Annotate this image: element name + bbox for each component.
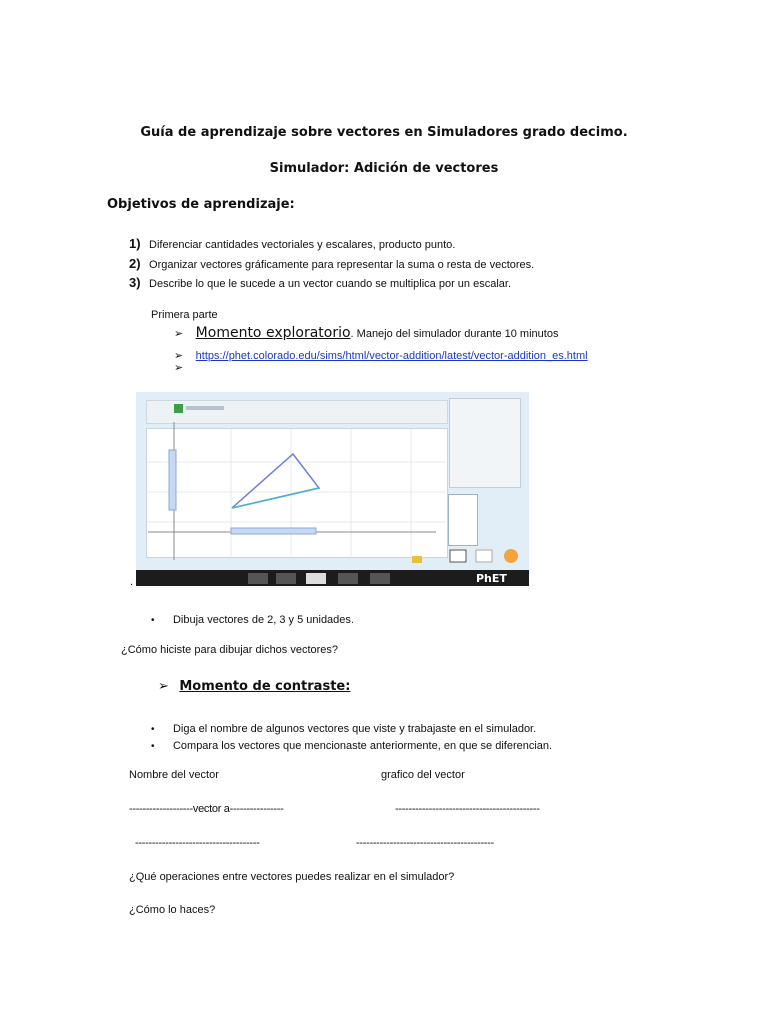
arrow-bullet-icon: ➢: [158, 678, 169, 693]
question-operations: ¿Qué operaciones entre vectores puedes realizar en el simulador?: [129, 871, 455, 883]
answer-row-graph: -----------------------------------------: [356, 837, 494, 849]
objectives-heading: Objetivos de aprendizaje:: [107, 197, 295, 212]
sim-screen-tab: [248, 573, 268, 584]
sim-control-panel: [449, 398, 521, 488]
bullet-icon: •: [151, 724, 155, 735]
document-title: Guía de aprendizaje sobre vectores en Simuladores grado decimo.: [140, 125, 628, 140]
sim-screen-tab: [306, 573, 326, 584]
question-how-do: ¿Cómo lo haces?: [129, 904, 216, 916]
url-line: [174, 346, 588, 364]
bullet-icon: •: [151, 741, 155, 752]
exploratory-description: . Manejo del simulador durante 10 minutos: [350, 328, 559, 340]
contrast-item-text: Compara los vectores que mencionaste anteriormente, en que se diferencian.: [172, 740, 553, 752]
sim-screen-tab: [276, 573, 296, 584]
objective-text: Diferenciar cantidades vectoriales y escalares, producto punto.: [149, 239, 456, 251]
contrast-heading: Momento de contraste:: [179, 679, 351, 694]
objective-text: Organizar vectores gráficamente para representar la suma o resta de vectores.: [149, 259, 535, 271]
document-subtitle: Simulador: Adición de vectores: [269, 161, 499, 176]
objective-number: 1): [129, 236, 141, 251]
draw-task-item: [151, 610, 354, 628]
contrast-item: [151, 736, 552, 754]
answer-row-name: -------------------------------------: [135, 837, 260, 849]
objective-item: [129, 274, 511, 292]
phet-logo: PhET: [476, 572, 507, 585]
arrow-bullet-icon: ➢: [174, 362, 184, 374]
answer-row-name: -------------------vector a----------------: [129, 803, 284, 815]
exploratory-heading: Momento exploratorio: [195, 325, 351, 341]
contrast-heading-line: [158, 677, 350, 695]
column-header-name: Nombre del vector: [129, 769, 219, 781]
bullet-icon: •: [151, 615, 155, 626]
sim-screen-tab: [370, 573, 390, 584]
stray-dot: .: [130, 576, 134, 588]
simulator-link[interactable]: https://phet.colorado.edu/sims/html/vector-addition/latest/vector-addition_es.html: [195, 350, 588, 362]
simulator-screenshot: [136, 392, 529, 586]
arrow-bullet-icon: ➢: [174, 350, 184, 362]
sim-screen-tab: [338, 573, 358, 584]
contrast-item-text: Diga el nombre de algunos vectores que viste y trabajaste en el simulador.: [172, 723, 537, 735]
objective-item: [129, 255, 534, 273]
part-label: Primera parte: [151, 309, 218, 321]
draw-task-text: Dibuja vectores de 2, 3 y 5 unidades.: [172, 614, 354, 626]
objective-number: 2): [129, 256, 141, 271]
objective-text: Describe lo que le sucede a un vector cuando se multiplica por un escalar.: [149, 278, 512, 290]
sim-vector-toolbox: [448, 494, 478, 546]
column-header-graph: grafico del vector: [381, 769, 465, 781]
arrow-bullet-icon: ➢: [174, 328, 184, 340]
objective-item: [129, 235, 455, 253]
question-how-drew: ¿Cómo hiciste para dibujar dichos vectores?: [121, 644, 339, 656]
objective-number: 3): [129, 275, 141, 290]
sim-navigation-bar: [136, 570, 529, 586]
contrast-item: [151, 719, 536, 737]
exploratory-line: [174, 324, 558, 342]
answer-row-graph: -------------------------------------------: [395, 803, 540, 815]
